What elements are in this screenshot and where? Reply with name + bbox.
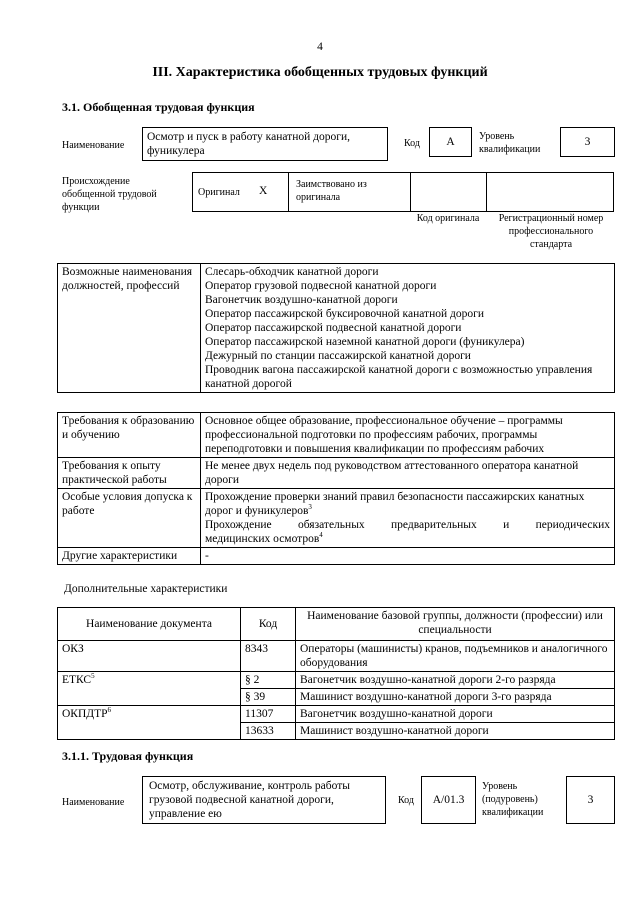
- other-label: Другие характеристики: [58, 548, 201, 565]
- okpdtr-label-cell: [58, 706, 241, 740]
- footnote-ref: 4: [319, 531, 323, 540]
- position-item: Слесарь-обходчик канатной дороги: [205, 266, 379, 278]
- experience-value: Не менее двух недель под руководством аттестованного оператора канатной дороги: [201, 458, 615, 489]
- okpdtr-code: 13633: [241, 723, 296, 740]
- other-value: -: [201, 548, 615, 565]
- code-original-label: Код оригинала: [416, 213, 480, 224]
- section-title: III. Характеристика обобщенных трудовых функций: [152, 65, 488, 80]
- gtf-heading: 3.1. Обобщенная трудовая функция: [62, 100, 255, 114]
- tf-heading: 3.1.1. Трудовая функция: [62, 749, 194, 763]
- page-number: 4: [317, 41, 323, 53]
- etks-code: § 39: [241, 689, 296, 706]
- additional-heading: Дополнительные характеристики: [64, 583, 228, 595]
- education-value: Основное общее образование, профессиональное обучение – программы профессиональной подготовки по профессиям рабочих, программы переподготовки и повышения квалификации по профессиям рабочих: [201, 413, 615, 458]
- borrowed-label: Заимствовано из оригинала: [296, 179, 367, 203]
- header-group: Наименование базовой группы, должности (профессии) или специальности: [296, 608, 615, 641]
- conditions-text-2a: Прохождение обязательных предварительных и периодических: [205, 519, 610, 531]
- experience-label: Требования к опыту практической работы: [58, 458, 201, 489]
- okz-code: 8343: [241, 641, 296, 672]
- tf-level-value: 3: [566, 776, 615, 824]
- conditions-label: Особые условия допуска к работе: [58, 489, 201, 548]
- footnote-ref: 5: [91, 672, 95, 681]
- tf-code-label: Код: [398, 795, 414, 806]
- okpdtr-code: 11307: [241, 706, 296, 723]
- etks-name: Машинист воздушно-канатной дороги 3-го разряда: [296, 689, 615, 706]
- gtf-level-value: 3: [560, 127, 615, 157]
- gtf-code-label: Код: [404, 138, 420, 149]
- reg-number-label: Регистрационный номер профессионального стандарта: [498, 213, 604, 250]
- tf-name-value: Осмотр, обслуживание, контроль работы грузовой подвесной канатной дороги, управление ею: [142, 776, 386, 824]
- gtf-level-label: Уровень квалификации: [479, 131, 541, 155]
- position-item: Оператор пассажирской подвесной канатной дороги: [205, 322, 462, 334]
- etks-label: ЕТКС: [62, 674, 92, 686]
- gtf-name-value: Осмотр и пуск в работу канатной дороги, фуникулера: [142, 127, 388, 161]
- requirements-table: [57, 412, 615, 565]
- position-item: Оператор грузовой подвесной канатной дороги: [205, 280, 437, 292]
- tf-code-value: A/01.3: [421, 776, 476, 824]
- tf-level-label: Уровень (подуровень) квалификации: [482, 781, 544, 818]
- okpdtr-name: Вагонетчик воздушно-канатной дороги: [296, 706, 615, 723]
- okpdtr-label: ОКПДТР: [62, 708, 108, 720]
- positions-table: [57, 263, 615, 393]
- original-label: Оригинал: [198, 187, 240, 198]
- additional-table: [57, 607, 615, 740]
- header-document: Наименование документа: [58, 608, 241, 641]
- footnote-ref: 6: [107, 706, 112, 715]
- conditions-value: [201, 489, 615, 548]
- positions-label: Возможные наименования должностей, профессий: [58, 264, 201, 393]
- etks-label-cell: [58, 672, 241, 706]
- gtf-origin-label: Происхождение обобщенной трудовой функции: [62, 176, 157, 213]
- position-item: Оператор пассажирской наземной канатной дороги (фуникулера): [205, 336, 525, 348]
- conditions-text-2b: медицинских осмотров: [205, 533, 320, 545]
- okz-label: ОКЗ: [58, 641, 241, 672]
- positions-list: [201, 264, 615, 393]
- footnote-ref: 3: [308, 503, 312, 512]
- conditions-text-1: Прохождение проверки знаний правил безопасности пассажирских канатных дорог и фуникулеров: [205, 491, 585, 517]
- okpdtr-name: Машинист воздушно-канатной дороги: [296, 723, 615, 740]
- position-item: Оператор пассажирской буксировочной канатной дороги: [205, 308, 484, 320]
- gtf-code-value: A: [429, 127, 472, 157]
- tf-name-label: Наименование: [62, 797, 125, 808]
- header-code: Код: [241, 608, 296, 641]
- position-item: Дежурный по станции пассажирской канатной дороги: [205, 350, 471, 362]
- position-item: Вагонетчик воздушно-канатной дороги: [205, 294, 398, 306]
- etks-code: § 2: [241, 672, 296, 689]
- okz-name: Операторы (машинисты) кранов, подъемников и аналогичного оборудования: [296, 641, 615, 672]
- gtf-name-label: Наименование: [62, 140, 125, 151]
- education-label: Требования к образованию и обучению: [58, 413, 201, 458]
- original-mark: X: [259, 185, 268, 197]
- position-item: Проводник вагона пассажирской канатной дороги с возможностью управления канатной дорогой: [205, 364, 593, 390]
- etks-name: Вагонетчик воздушно-канатной дороги 2-го разряда: [296, 672, 615, 689]
